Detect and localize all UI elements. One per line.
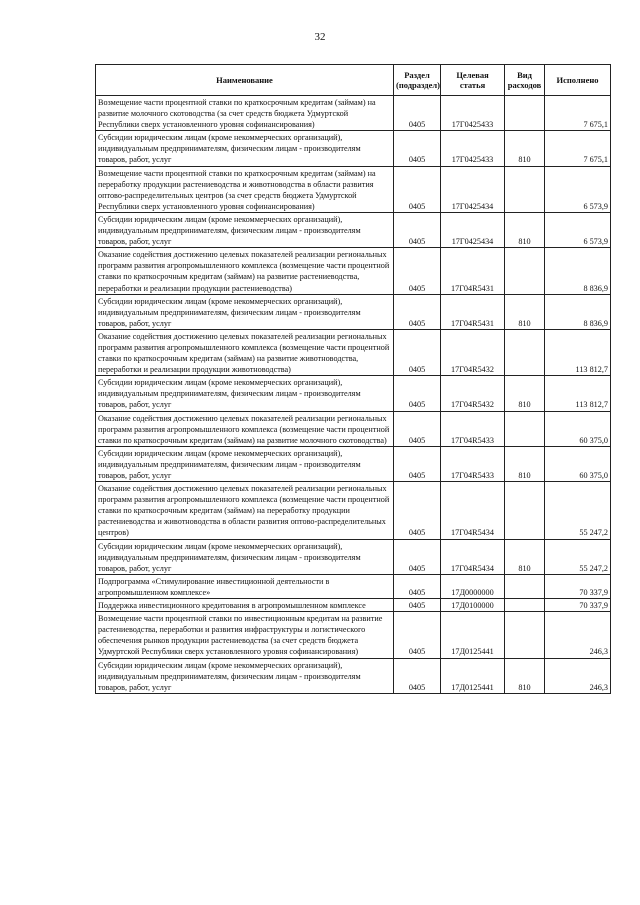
cell-expense: 810 (505, 446, 545, 481)
table-row (96, 131, 611, 166)
cell-target: 17Г04R5431 (441, 248, 505, 294)
cell-amount: 6 573,9 (545, 212, 611, 247)
cell-expense (505, 574, 545, 598)
cell-amount: 70 337,9 (545, 599, 611, 612)
cell-amount: 7 675,1 (545, 96, 611, 131)
table-row (96, 248, 611, 294)
cell-target: 17Д0000000 (441, 574, 505, 598)
cell-target: 17Г0425433 (441, 96, 505, 131)
cell-section: 0405 (394, 131, 441, 166)
header-target: Целевая статья (441, 65, 505, 96)
cell-expense: 810 (505, 658, 545, 693)
cell-section: 0405 (394, 212, 441, 247)
cell-section: 0405 (394, 574, 441, 598)
header-section: Раздел (подраздел) (394, 65, 441, 96)
header-expense: Вид расходов (505, 65, 545, 96)
cell-expense: 810 (505, 294, 545, 329)
cell-target: 17Г04R5432 (441, 329, 505, 375)
cell-section: 0405 (394, 248, 441, 294)
table-row (96, 294, 611, 329)
cell-expense: 810 (505, 376, 545, 411)
cell-target: 17Г0425434 (441, 166, 505, 212)
table-row (96, 539, 611, 574)
table-row (96, 212, 611, 247)
cell-expense: 810 (505, 212, 545, 247)
cell-amount: 8 836,9 (545, 248, 611, 294)
cell-section: 0405 (394, 446, 441, 481)
cell-target: 17Г04R5432 (441, 376, 505, 411)
cell-expense: 810 (505, 539, 545, 574)
cell-name: Возмещение части процентной ставки по инвестиционным кредитам на развитие растениеводства, переработки и развития инфраструктуры и логистического обеспечения рынков продукции растениеводства (за счет средств бюджета Удмуртской Республики сверх установленного уровня софинансирования) (96, 612, 394, 658)
cell-section: 0405 (394, 612, 441, 658)
cell-target: 17Д0125441 (441, 658, 505, 693)
cell-section: 0405 (394, 539, 441, 574)
cell-name: Оказание содействия достижению целевых показателей реализации региональных программ развития агропромышленного комплекса (возмещение части процентной ставки по краткосрочным кредитам (займам) на развитие животноводства, переработки и реализации продукции животноводства) (96, 329, 394, 375)
cell-amount: 70 337,9 (545, 574, 611, 598)
table-row (96, 376, 611, 411)
header-name: Наименование (96, 65, 394, 96)
table-row (96, 96, 611, 131)
cell-name: Оказание содействия достижению целевых показателей реализации региональных программ развития агропромышленного комплекса (возмещение части процентной ставки по краткосрочным кредитам (займам) на развитие растениеводства, переработки и реализации продукции растениеводства) (96, 248, 394, 294)
cell-amount: 60 375,0 (545, 411, 611, 446)
cell-expense (505, 96, 545, 131)
cell-name: Субсидии юридическим лицам (кроме некоммерческих организаций), индивидуальным предпринимателям, физическим лицам - производителям товаров, работ, услуг (96, 294, 394, 329)
cell-expense (505, 599, 545, 612)
table-header-row (96, 65, 611, 96)
budget-table (95, 64, 611, 694)
cell-name: Оказание содействия достижению целевых показателей реализации региональных программ развития агропромышленного комплекса (возмещение части процентной ставки по краткосрочным кредитам (займам) на развитие молочного скотоводства) (96, 411, 394, 446)
cell-expense (505, 248, 545, 294)
cell-section: 0405 (394, 96, 441, 131)
table-row (96, 446, 611, 481)
table-row (96, 482, 611, 539)
table-row (96, 329, 611, 375)
cell-amount: 246,3 (545, 612, 611, 658)
cell-expense (505, 166, 545, 212)
table-body (96, 96, 611, 694)
cell-expense (505, 612, 545, 658)
cell-amount: 8 836,9 (545, 294, 611, 329)
cell-name: Субсидии юридическим лицам (кроме некоммерческих организаций), индивидуальным предпринимателям, физическим лицам - производителям товаров, работ, услуг (96, 446, 394, 481)
cell-target: 17Г04R5434 (441, 539, 505, 574)
cell-target: 17Г04R5431 (441, 294, 505, 329)
cell-target: 17Г04R5433 (441, 411, 505, 446)
cell-section: 0405 (394, 658, 441, 693)
cell-name: Субсидии юридическим лицам (кроме некоммерческих организаций), индивидуальным предпринимателям, физическим лицам - производителям товаров, работ, услуг (96, 131, 394, 166)
cell-amount: 7 675,1 (545, 131, 611, 166)
cell-expense (505, 411, 545, 446)
cell-amount: 113 812,7 (545, 376, 611, 411)
cell-expense (505, 329, 545, 375)
cell-name: Субсидии юридическим лицам (кроме некоммерческих организаций), индивидуальным предпринимателям, физическим лицам - производителям товаров, работ, услуг (96, 212, 394, 247)
cell-amount: 113 812,7 (545, 329, 611, 375)
table-row (96, 574, 611, 598)
cell-expense (505, 482, 545, 539)
cell-name: Возмещение части процентной ставки по краткосрочным кредитам (займам) на развитие молочного скотоводства (за счет средств бюджета Удмуртской Республики сверх установленного уровня софинансирования) (96, 96, 394, 131)
cell-amount: 55 247,2 (545, 539, 611, 574)
cell-expense: 810 (505, 131, 545, 166)
table-row (96, 599, 611, 612)
cell-target: 17Г04R5434 (441, 482, 505, 539)
cell-name: Подпрограмма «Стимулирование инвестиционной деятельности в агропромышленном комплексе» (96, 574, 394, 598)
cell-section: 0405 (394, 482, 441, 539)
cell-target: 17Д0100000 (441, 599, 505, 612)
cell-name: Субсидии юридическим лицам (кроме некоммерческих организаций), индивидуальным предпринимателям, физическим лицам - производителям товаров, работ, услуг (96, 539, 394, 574)
page-number: 32 (314, 31, 326, 43)
cell-name: Возмещение части процентной ставки по краткосрочным кредитам (займам) на переработку продукции растениеводства и животноводства в области развития оптово-распределительных центров (за счет средств бюджета Удмуртской Республики сверх установленного уровня софинансирования) (96, 166, 394, 212)
cell-section: 0405 (394, 376, 441, 411)
cell-section: 0405 (394, 599, 441, 612)
cell-section: 0405 (394, 294, 441, 329)
cell-section: 0405 (394, 329, 441, 375)
cell-amount: 246,3 (545, 658, 611, 693)
cell-amount: 60 375,0 (545, 446, 611, 481)
cell-name: Субсидии юридическим лицам (кроме некоммерческих организаций), индивидуальным предпринимателям, физическим лицам - производителям товаров, работ, услуг (96, 376, 394, 411)
cell-name: Поддержка инвестиционного кредитования в агропромышленном комплексе (96, 599, 394, 612)
table-row (96, 658, 611, 693)
cell-section: 0405 (394, 411, 441, 446)
table-row (96, 411, 611, 446)
cell-section: 0405 (394, 166, 441, 212)
cell-amount: 6 573,9 (545, 166, 611, 212)
table-row (96, 166, 611, 212)
cell-target: 17Д0125441 (441, 612, 505, 658)
cell-target: 17Г04R5433 (441, 446, 505, 481)
cell-amount: 55 247,2 (545, 482, 611, 539)
header-amount: Исполнено (545, 65, 611, 96)
table-row (96, 612, 611, 658)
cell-target: 17Г0425433 (441, 131, 505, 166)
cell-target: 17Г0425434 (441, 212, 505, 247)
cell-name: Оказание содействия достижению целевых показателей реализации региональных программ развития агропромышленного комплекса (возмещение части процентной ставки по краткосрочным кредитам (займам) на переработку продукции растениеводства и животноводства в области развития оптово-распределительных центров) (96, 482, 394, 539)
cell-name: Субсидии юридическим лицам (кроме некоммерческих организаций), индивидуальным предпринимателям, физическим лицам - производителям товаров, работ, услуг (96, 658, 394, 693)
